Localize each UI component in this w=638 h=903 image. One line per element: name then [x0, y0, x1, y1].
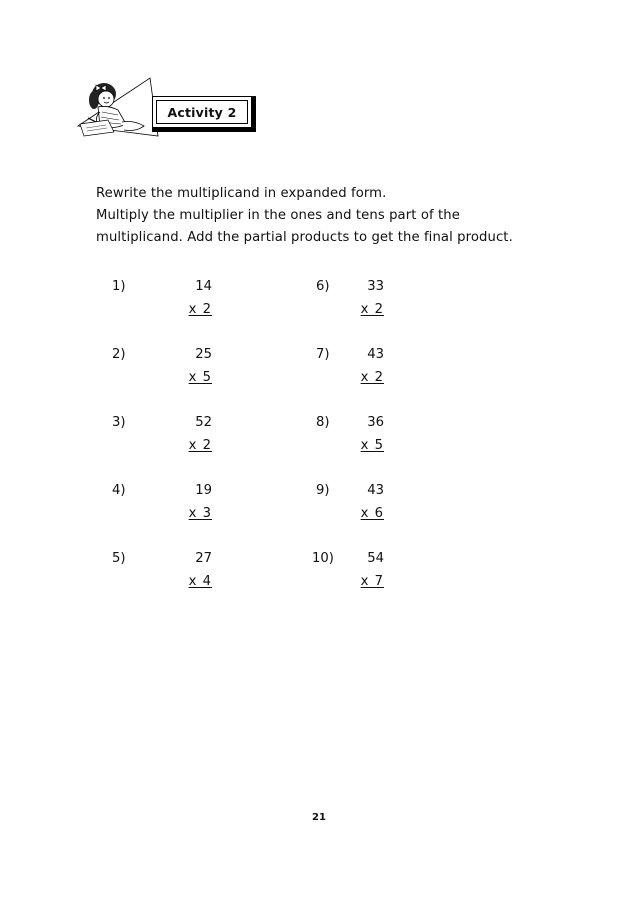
- problem-number: 10): [312, 551, 334, 566]
- multiplier: x 2: [360, 302, 384, 317]
- problem-6: [316, 279, 384, 339]
- problem-3: [112, 415, 212, 475]
- problem-number: 5): [112, 551, 126, 566]
- problem-4: [112, 483, 212, 543]
- page-number: 21: [312, 812, 326, 823]
- multiplier: x 3: [188, 506, 212, 521]
- instruction-line: Multiply the multiplier in the ones and tens part of the: [96, 208, 460, 223]
- problem-1: [112, 279, 212, 339]
- problem-5: [112, 551, 212, 611]
- multiplier: x 2: [360, 370, 384, 385]
- multiplicand: 14: [195, 279, 212, 294]
- multiplicand: 43: [367, 483, 384, 498]
- multiplicand: 33: [367, 279, 384, 294]
- multiplier: x 2: [188, 438, 212, 453]
- multiplier: x 5: [360, 438, 384, 453]
- problem-number: 6): [316, 279, 330, 294]
- problem-number: 3): [112, 415, 126, 430]
- activity-title-inner-border: [156, 100, 248, 124]
- problem-10: [312, 551, 384, 611]
- multiplicand: 25: [195, 347, 212, 362]
- multiplier: x 7: [360, 574, 384, 589]
- multiplicand: 43: [367, 347, 384, 362]
- problem-2: [112, 347, 212, 407]
- multiplicand: 27: [195, 551, 212, 566]
- problem-8: [316, 415, 384, 475]
- multiplicand: 19: [195, 483, 212, 498]
- problem-number: 1): [112, 279, 126, 294]
- multiplier: x 6: [360, 506, 384, 521]
- problem-number: 9): [316, 483, 330, 498]
- multiplicand: 54: [367, 551, 384, 566]
- activity-title-box: [152, 96, 256, 132]
- instruction-line: Rewrite the multiplicand in expanded form.: [96, 186, 387, 201]
- activity-title: Activity 2: [167, 104, 237, 120]
- problem-number: 4): [112, 483, 126, 498]
- problem-number: 8): [316, 415, 330, 430]
- multiplier: x 5: [188, 370, 212, 385]
- multiplier: x 2: [188, 302, 212, 317]
- multiplicand: 36: [367, 415, 384, 430]
- instructions: [96, 183, 576, 249]
- problem-7: [316, 347, 384, 407]
- multiplier: x 4: [188, 574, 212, 589]
- multiplicand: 52: [195, 415, 212, 430]
- problem-number: 2): [112, 347, 126, 362]
- instruction-line: multiplicand. Add the partial products to get the final product.: [96, 230, 513, 245]
- girl-writing-icon: [74, 74, 164, 144]
- problem-number: 7): [316, 347, 330, 362]
- problem-9: [316, 483, 384, 543]
